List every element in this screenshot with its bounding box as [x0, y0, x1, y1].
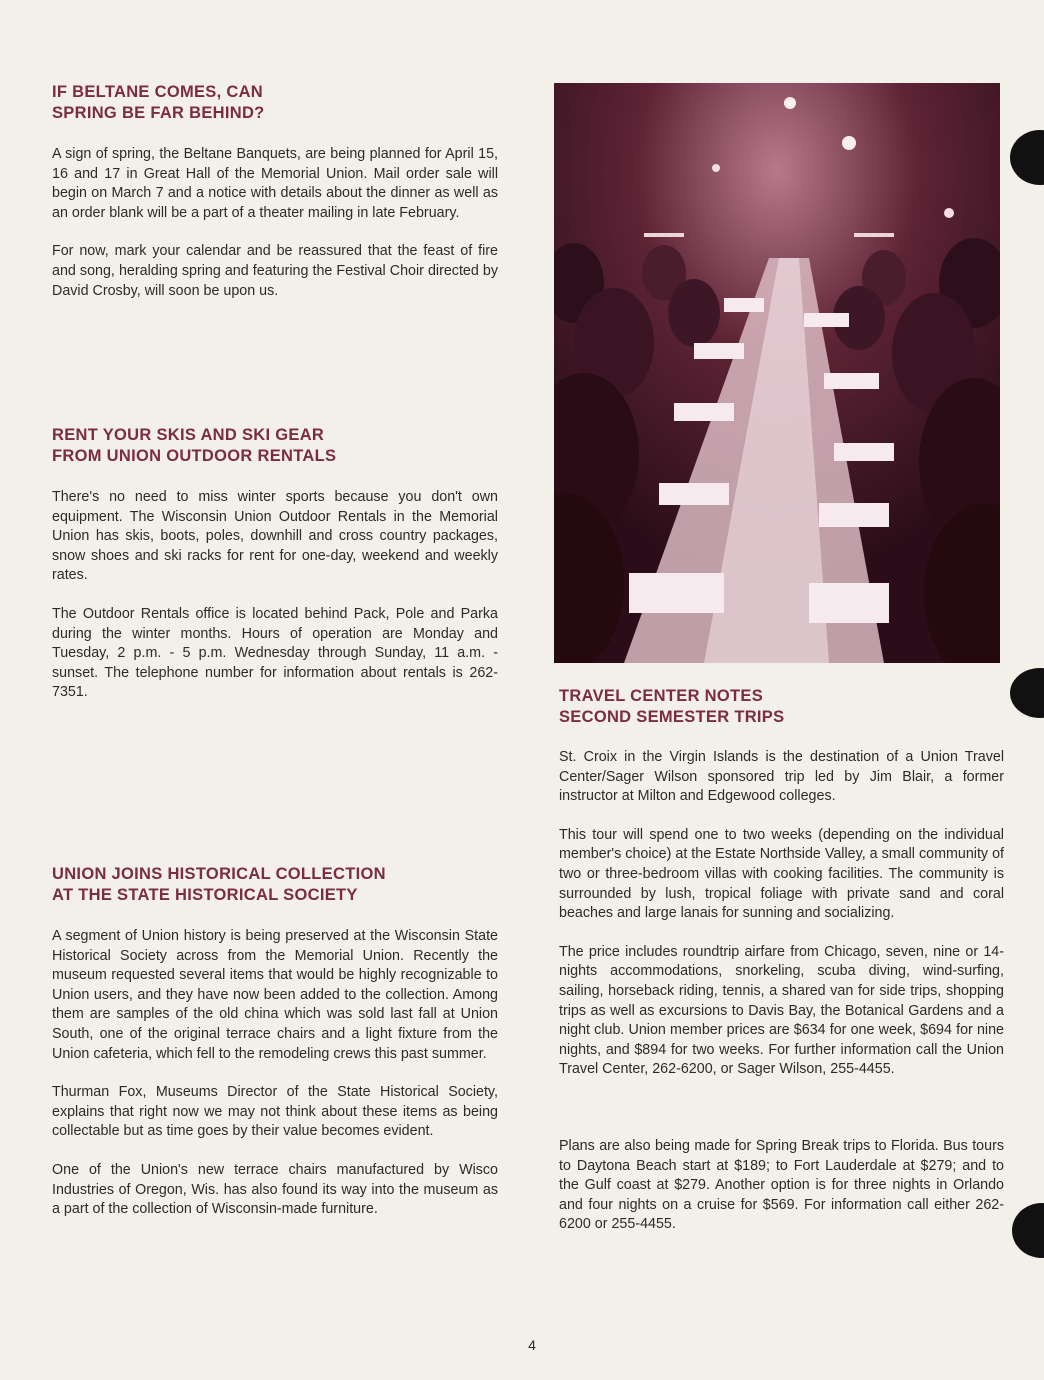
paragraph: One of the Union's new terrace chairs manufactured by Wisco Industries of Oregon, Wis. has also found its way into the museum as a part of the collection of Wisconsin-made furniture.	[52, 1161, 498, 1218]
article-ski-rentals	[52, 425, 498, 703]
paragraph: This tour will spend one to two weeks (depending on the individual member's choice) at the Estate Northside Valley, a small community of two or three-bedroom villas with cooking facilities. The community is surrounded by lush, tropical foliage with private sand and coral beaches and large lanais for sunning and socializing.	[559, 826, 1004, 922]
page-number: 4	[528, 1337, 536, 1353]
article-travel-center	[559, 686, 1004, 1235]
punch-hole	[1010, 130, 1044, 185]
paragraph: Plans are also being made for Spring Break trips to Florida. Bus tours to Daytona Beach start at $189; to Fort Lauderdale at $279; and to the Gulf coast at $279. Another option is for three nights in Orlando and four nights on a cruise for $569. For information call either 262-6200 or 255-4455.	[559, 1137, 1004, 1233]
paragraph: A segment of Union history is being preserved at the Wisconsin State Historical Society across from the Memorial Union. Recently the museum requested several items that would be highly recognizable to Union users, and they have now been added to the collection. Among them are samples of the old china which was sold last fall at Union South, one of the original terrace chairs and a light fixture from the Union cafeteria, which fell to the remodeling crews this past summer.	[52, 928, 498, 1062]
article-title: UNION JOINS HISTORICAL COLLECTION AT THE STATE HISTORICAL SOCIETY	[52, 865, 386, 904]
banquet-photo-illustration	[554, 83, 1000, 663]
article-beltane	[52, 82, 498, 301]
paragraph: The price includes roundtrip airfare from Chicago, seven, nine or 14-nights accommodations, snorkeling, scuba diving, wind-surfing, sailing, horseback riding, tennis, a shared van for side trips, shopping trips as well as excursions to Davis Bay, the Botanical Gardens and a night club. Union member prices are $634 for one week, $694 for nine nights, and $894 for two weeks. For further information call the Union Travel Center, 262-6200, or Sager Wilson, 255-4455.	[559, 943, 1004, 1078]
paragraph: For now, mark your calendar and be reassured that the feast of fire and song, heralding spring and featuring the Festival Choir directed by David Crosby, will soon be upon us.	[52, 243, 498, 299]
article-historical-collection	[52, 864, 498, 1220]
paragraph: St. Croix in the Virgin Islands is the destination of a Union Travel Center/Sager Wilson sponsored trip led by Jim Blair, a former instructor at Milton and Edgewood colleges.	[559, 749, 1004, 805]
paragraph: The Outdoor Rentals office is located behind Pack, Pole and Parka during the winter months. Hours of operation are Monday and Tuesday, 2 p.m. - 5 p.m. Wednesday through Sunday, 11 a.m. - sunset. The telephone number for information about rentals is 262-7351.	[52, 605, 498, 701]
punch-hole	[1010, 668, 1044, 718]
paragraph: A sign of spring, the Beltane Banquets, are being planned for April 15, 16 and 17 in Great Hall of the Memorial Union. Mail order sale will begin on March 7 and a notice with details about the dinner as well as an order blank will be a part of a theater mailing in late February.	[52, 146, 498, 221]
banquet-photo	[554, 83, 1000, 663]
article-title: TRAVEL CENTER NOTES SECOND SEMESTER TRIPS	[559, 687, 785, 726]
paragraph: Thurman Fox, Museums Director of the State Historical Society, explains that right now we may not think about these items as being collectable but as time goes by their value becomes evident.	[52, 1084, 498, 1140]
paragraph: There's no need to miss winter sports because you don't own equipment. The Wisconsin Union Outdoor Rentals in the Memorial Union has skis, boots, poles, downhill and cross country packages, snow shoes and ski racks for rent for one-day, weekend and weekly rates.	[52, 489, 498, 584]
article-title: RENT YOUR SKIS AND SKI GEAR FROM UNION OUTDOOR RENTALS	[52, 426, 337, 465]
punch-hole	[1012, 1203, 1044, 1258]
article-title: IF BELTANE COMES, CAN SPRING BE FAR BEHIND?	[52, 83, 265, 122]
